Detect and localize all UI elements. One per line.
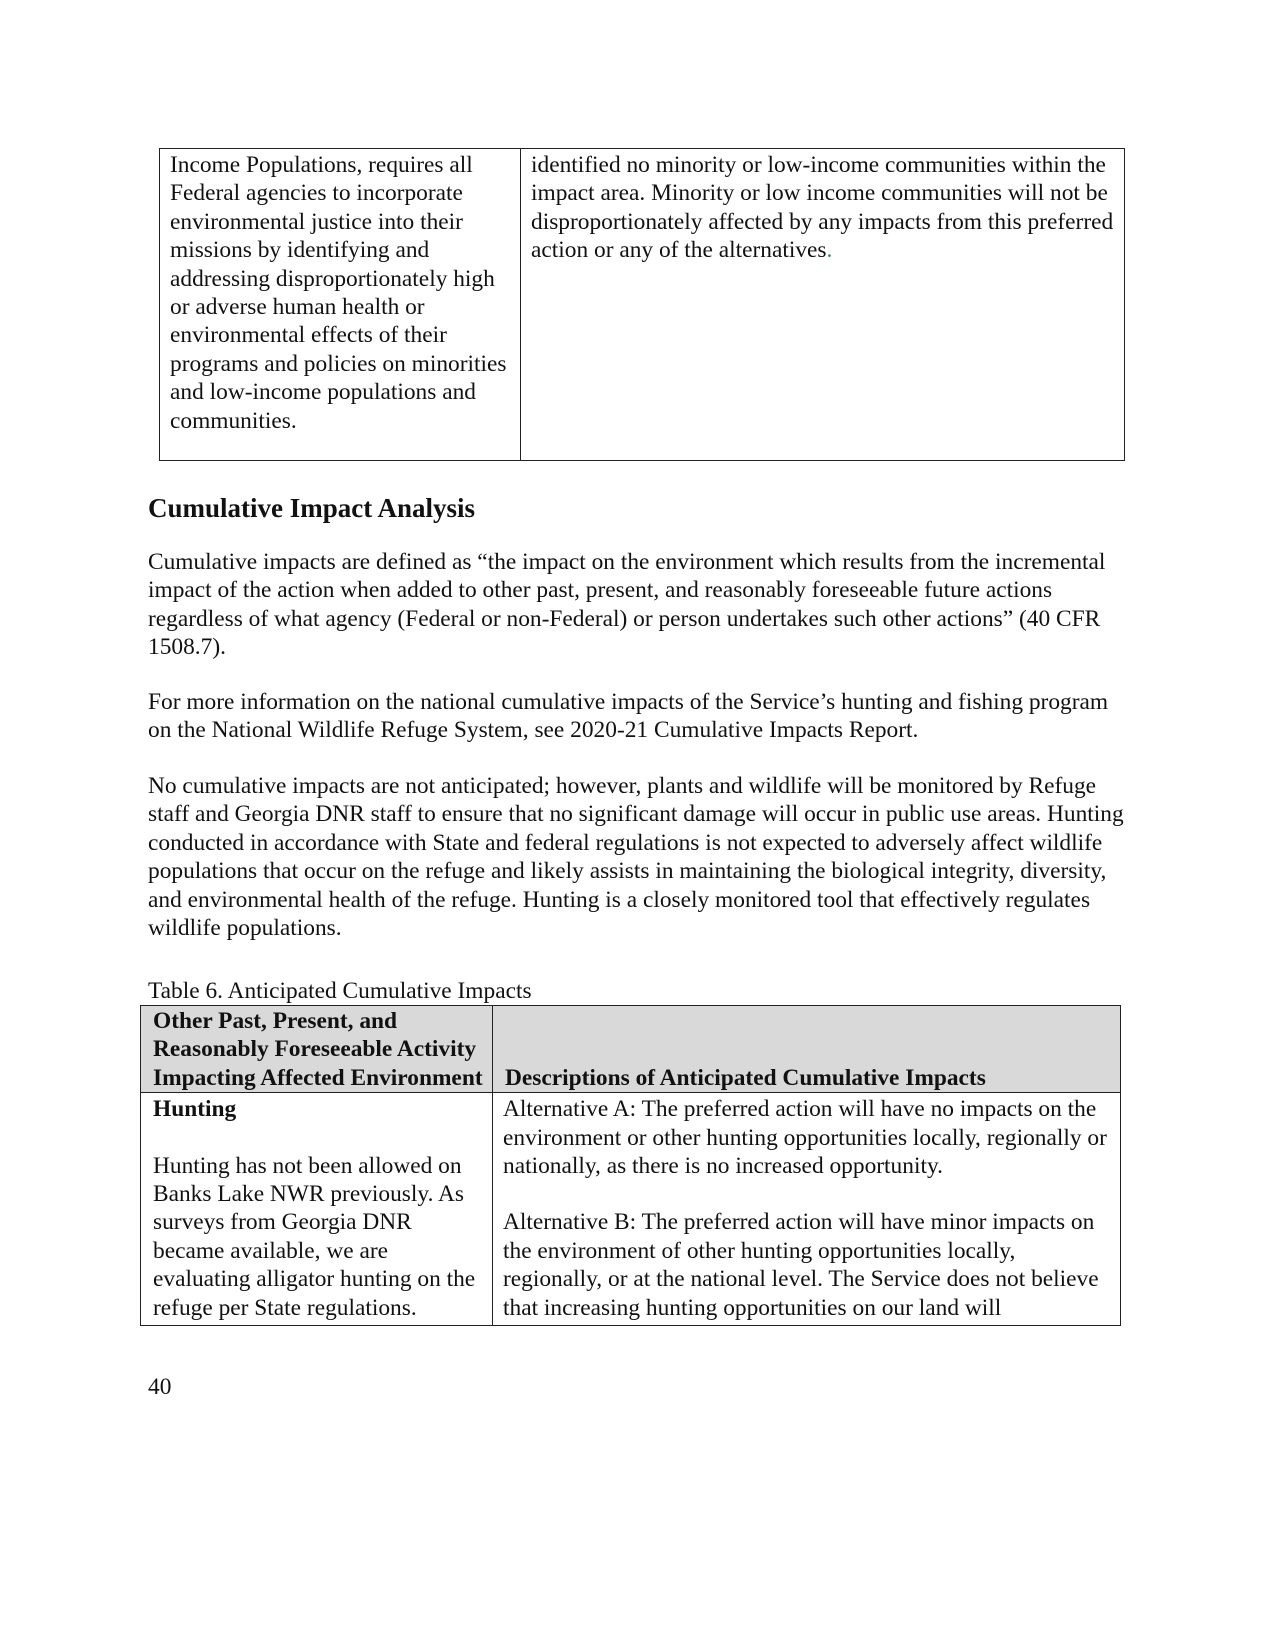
cell-text-end: . xyxy=(826,237,833,264)
cell-text: Income Populations, requires all Federal agencies to incorporate environmental justice into their missions by identifying and addressing disproportionately high or adverse human health or environmental effects of their programs and policies on minorities and low-income populations and communities. xyxy=(170,152,507,434)
paragraph-no-impacts: No cumulative impacts are not anticipated; however, plants and wildlife will be monitored by Refuge staff and Georgia DNR staff to ensure that no significant damage will occur in public use areas. Hunting conducted in accordance with State and federal regulations is not expected to adversely affect wildlife populations that occur on the refuge and likely assists in maintaining the biological integrity, diversity, and environmental health of the refuge. Hunting is a closely monitored tool that effectively regulates wildlife populations. xyxy=(148,773,1124,942)
header-descriptions: Descriptions of Anticipated Cumulative Impacts xyxy=(493,1006,1121,1093)
activity-title: Hunting xyxy=(153,1096,237,1123)
alternative-b-text: Alternative B: The preferred action will have minor impacts on the environment of other hunting opportunities locally, regionally, or at the national level. The Service does not believe that increasing hunting opportunities on our land will xyxy=(503,1209,1099,1321)
paragraph-cumulative-definition: Cumulative impacts are defined as “the impact on the environment which results from the incremental impact of the action when added to other past, present, and reasonably foreseeable future actions regardless of what agency (Federal or non-Federal) or person undertakes such other actions” (40 CFR 1508.7). xyxy=(148,549,1106,661)
table-caption: Table 6. Anticipated Cumulative Impacts xyxy=(148,978,532,1004)
cell-text: identified no minority or low-income communities within the impact area. Minority or low income communities will not be disproportionately affected by any impacts from this preferred action or any of the alternatives xyxy=(531,152,1114,264)
table-cell xyxy=(160,149,521,461)
header-activity: Other Past, Present, and Reasonably Foreseeable Activity Impacting Affected Environment xyxy=(141,1006,493,1093)
alternative-a-text: Alternative A: The preferred action will have no impacts on the environment or other hunting opportunities locally, regionally or nationally, as there is no increased opportunity. xyxy=(503,1096,1107,1180)
environmental-justice-table xyxy=(159,148,1125,461)
section-heading: Cumulative Impact Analysis xyxy=(148,493,476,523)
page-number: 40 xyxy=(148,1374,172,1400)
table-header-row xyxy=(141,1006,1121,1093)
impacts-cell xyxy=(493,1093,1121,1326)
paragraph-more-information: For more information on the national cumulative impacts of the Service’s hunting and fishing program on the National Wildlife Refuge System, see 2020-21 Cumulative Impacts Report. xyxy=(148,689,1109,744)
table-row xyxy=(160,149,1125,461)
activity-description: Hunting has not been allowed on Banks Lake NWR previously. As surveys from Georgia DNR became available, we are evaluating alligator hunting on the refuge per State regulations. xyxy=(153,1152,476,1321)
cumulative-impacts-table xyxy=(140,1005,1121,1326)
activity-cell xyxy=(141,1093,493,1326)
table-row xyxy=(141,1093,1121,1326)
table-cell xyxy=(521,149,1125,461)
